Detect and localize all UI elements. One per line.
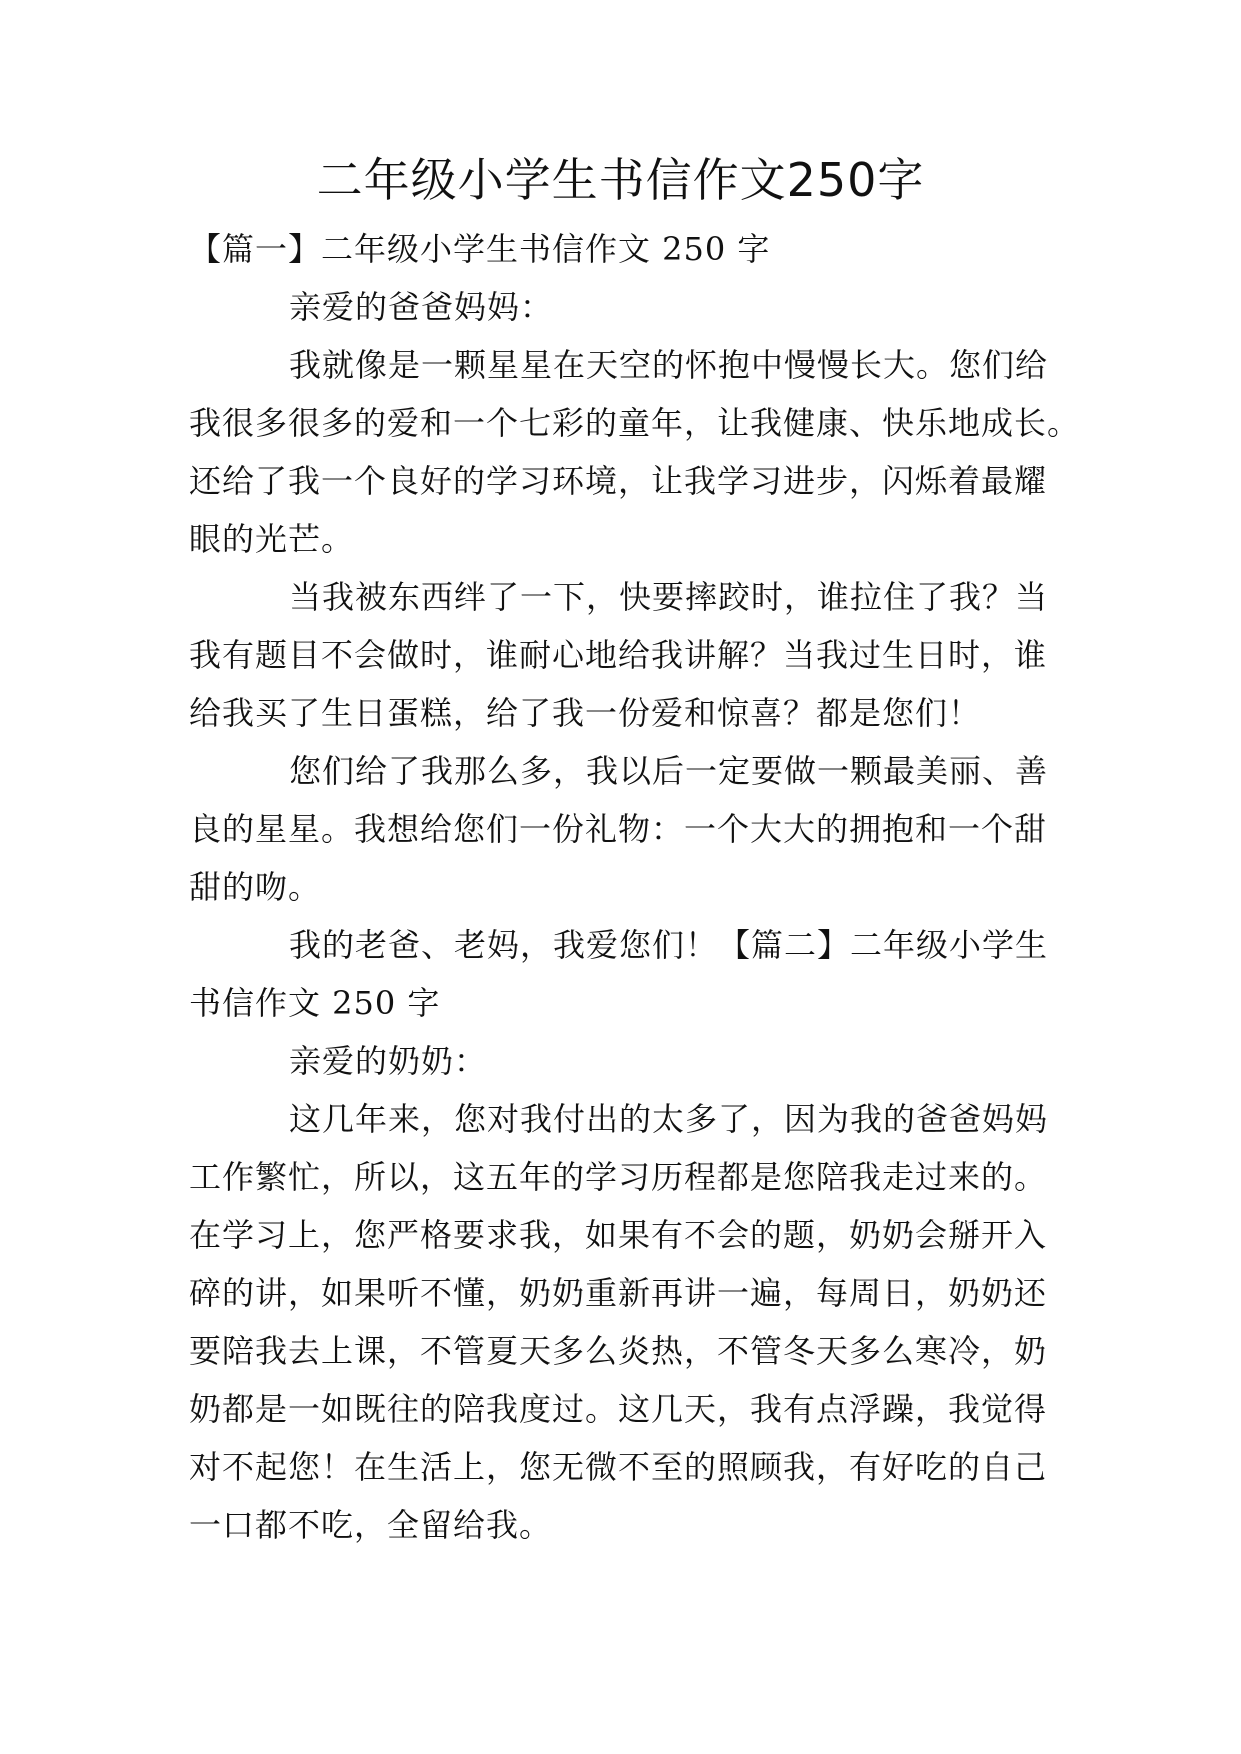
text-line: 眼的光芒。 xyxy=(189,520,355,558)
text-line: 当我被东西绊了一下，快要摔跤时，谁拉住了我？当 xyxy=(289,578,1049,616)
text-line: 碎的讲，如果听不懂，奶奶重新再讲一遍，每周日，奶奶还 xyxy=(189,1274,1048,1312)
text-line: 我有题目不会做时，谁耐心地给我讲解？当我过生日时，谁 xyxy=(189,636,1048,674)
text-line: 我就像是一颗星星在天空的怀抱中慢慢长大。您们给 xyxy=(289,346,1049,384)
text-line: 我很多很多的爱和一个七彩的童年，让我健康、快乐地成长。 xyxy=(189,404,1081,442)
text-line: 一口都不吃，全留给我。 xyxy=(189,1506,553,1544)
text-line: 亲爱的奶奶： xyxy=(289,1042,488,1080)
text-line: 在学习上，您严格要求我，如果有不会的题，奶奶会掰开入 xyxy=(189,1216,1048,1254)
text-line: 我的老爸、老妈，我爱您们！【篇二】二年级小学生 xyxy=(289,926,1049,964)
document-title: 二年级小学生书信作文250字 xyxy=(316,153,925,207)
text-line: 给我买了生日蛋糕，给了我一份爱和惊喜？都是您们！ xyxy=(189,694,982,732)
text-line: 对不起您！在生活上，您无微不至的照顾我，有好吃的自己 xyxy=(189,1448,1048,1486)
text-line: 还给了我一个良好的学习环境，让我学习进步，闪烁着最耀 xyxy=(189,462,1048,500)
text-line: 工作繁忙，所以，这五年的学习历程都是您陪我走过来的。 xyxy=(189,1158,1048,1196)
text-line: 奶都是一如既往的陪我度过。这几天，我有点浮躁，我觉得 xyxy=(189,1390,1048,1428)
text-line: 良的星星。我想给您们一份礼物：一个大大的拥抱和一个甜 xyxy=(189,810,1048,848)
text-line: 亲爱的爸爸妈妈： xyxy=(289,288,554,326)
text-line: 要陪我去上课，不管夏天多么炎热，不管冬天多么寒冷，奶 xyxy=(189,1332,1048,1370)
text-line: 甜的吻。 xyxy=(189,868,322,906)
text-line: 这几年来，您对我付出的太多了，因为我的爸爸妈妈 xyxy=(289,1100,1049,1138)
text-line: 您们给了我那么多，我以后一定要做一颗最美丽、善 xyxy=(289,752,1049,790)
text-line: 书信作文 250 字 xyxy=(189,984,441,1022)
text-line: 【篇一】二年级小学生书信作文 250 字 xyxy=(189,230,771,268)
document-body xyxy=(189,220,1081,1554)
